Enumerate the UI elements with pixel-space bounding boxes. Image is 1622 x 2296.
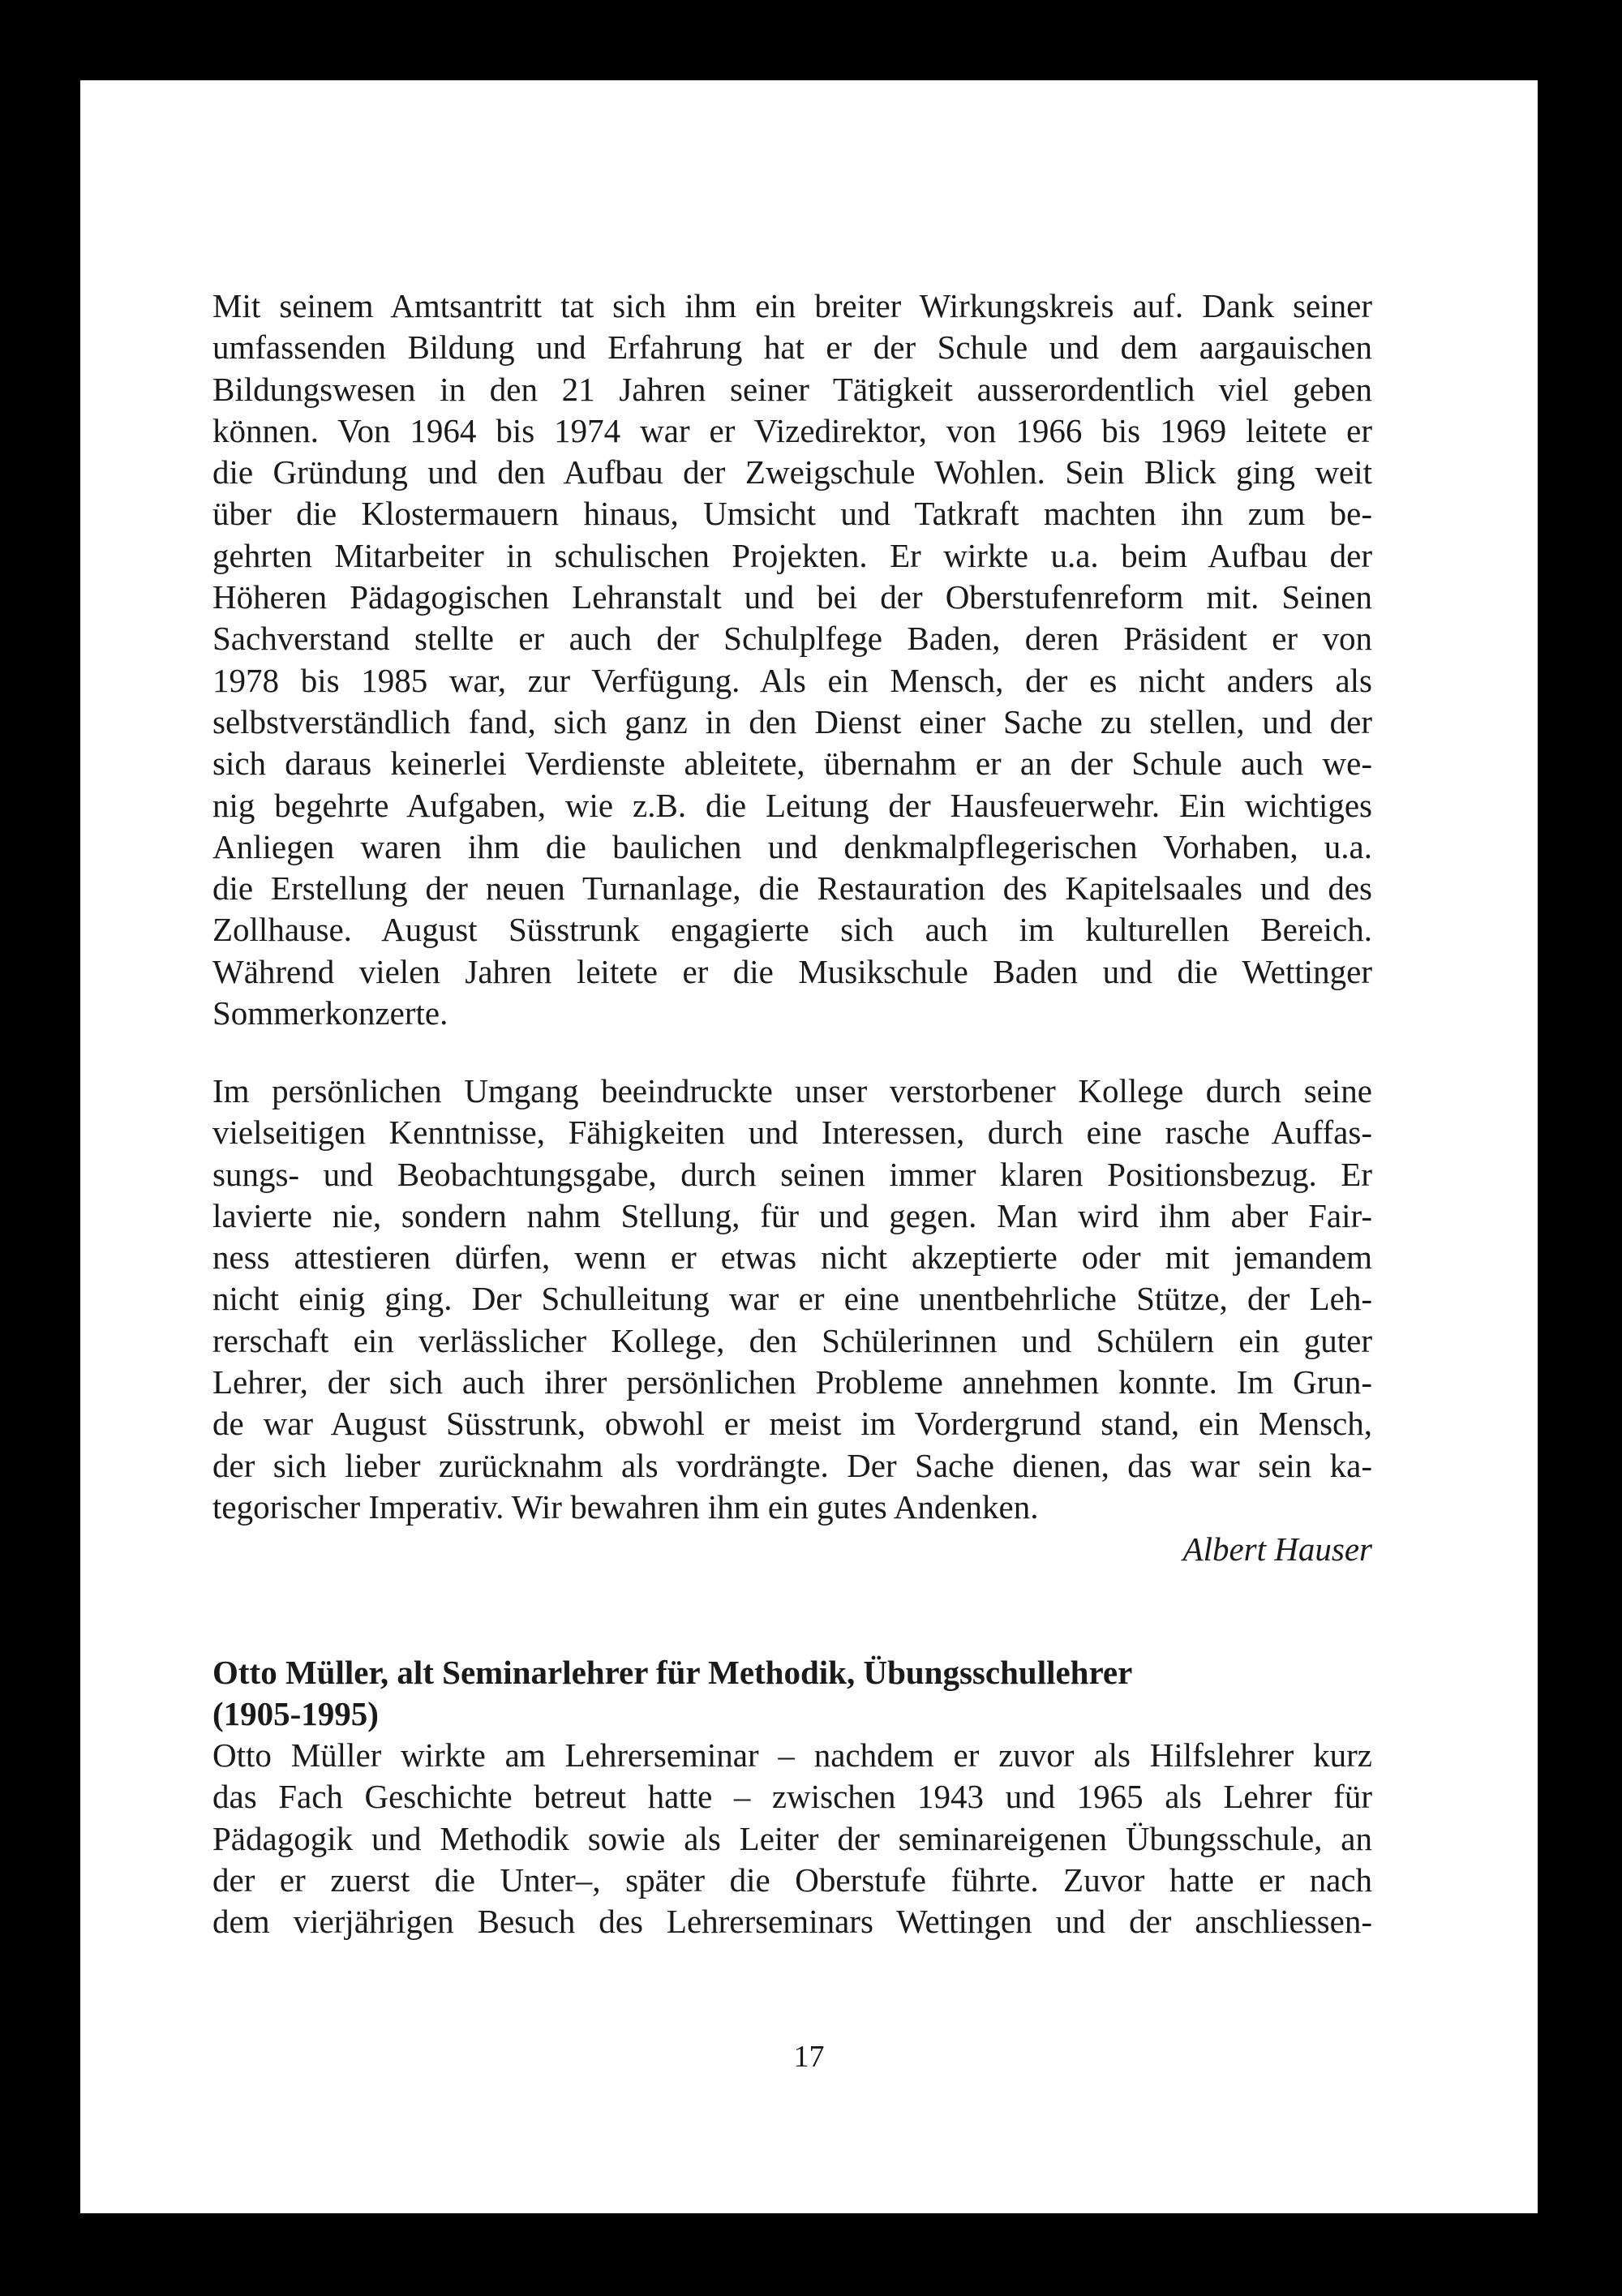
- text-line: rerschaft ein verlässlicher Kollege, den Schülerinnen und Schülern ein guter: [212, 1321, 1372, 1359]
- text-line: Im persönlichen Umgang beeindruckte unser verstorbener Kollege durch seine: [212, 1072, 1372, 1109]
- text-line: können. Von 1964 bis 1974 war er Vizedirektor, von 1966 bis 1969 leitete er: [212, 411, 1372, 449]
- text-line: lavierte nie, sondern nahm Stellung, für und gegen. Man wird ihm aber Fair-: [212, 1196, 1372, 1234]
- text-line: die Gründung und den Aufbau der Zweigschule Wohlen. Sein Blick ging weit: [212, 453, 1372, 491]
- text-line: sungs- und Beobachtungsgabe, durch seinen immer klaren Positionsbezug. Er: [212, 1155, 1372, 1193]
- text-line: Während vielen Jahren leitete er die Musikschule Baden und die Wettinger: [212, 952, 1372, 990]
- text-line: Anliegen waren ihm die baulichen und denkmalpflegerischen Vorhaben, u.a.: [212, 827, 1372, 865]
- text-line: nicht einig ging. Der Schulleitung war er eine unentbehrliche Stütze, der Leh-: [212, 1280, 1372, 1318]
- heading-line: Otto Müller, alt Seminarlehrer für Methodik, Übungsschullehrer: [212, 1654, 1133, 1691]
- text-line: Sachverstand stellte er auch der Schulplfege Baden, deren Präsident er von: [212, 620, 1372, 658]
- text-line: 1978 bis 1985 war, zur Verfügung. Als ein Mensch, der es nicht anders als: [212, 661, 1372, 699]
- paragraph-3: [212, 1735, 1372, 1942]
- section-heading: [212, 1652, 1372, 1736]
- text-line: Zollhause. August Süsstrunk engagierte sich auch im kulturellen Bereich.: [212, 911, 1372, 949]
- text-line: umfassenden Bildung und Erfahrung hat er der Schule und dem aargauischen: [212, 328, 1372, 367]
- paragraph-1: [212, 285, 1372, 1034]
- text-line: Höheren Pädagogischen Lehranstalt und bei der Oberstufenreform mit. Seinen: [212, 578, 1372, 616]
- text-line: das Fach Geschichte betreut hatte – zwischen 1943 und 1965 als Lehrer für: [212, 1778, 1372, 1816]
- text-line: sich daraus keinerlei Verdienste ableitete, übernahm er an der Schule auch we-: [212, 745, 1372, 783]
- signature: Albert Hauser: [1182, 1530, 1372, 1568]
- text-line: über die Klostermauern hinaus, Umsicht und Tatkraft machten ihn zum be-: [212, 495, 1372, 533]
- text-line: Pädagogik und Methodik sowie als Leiter der seminareigenen Übungsschule, an: [212, 1819, 1372, 1857]
- text-line: Mit seinem Amtsantritt tat sich ihm ein breiter Wirkungskreis auf. Dank seiner: [212, 287, 1372, 324]
- document-page: [80, 80, 1538, 2213]
- text-line: ness attestieren dürfen, wenn er etwas nicht akzeptierte oder mit jemandem: [212, 1238, 1372, 1277]
- text-line: der sich lieber zurücknahm als vordrängte. Der Sache dienen, das war sein ka-: [212, 1446, 1372, 1484]
- paragraph-2: [212, 1071, 1372, 1528]
- text-line: der er zuerst die Unter–, später die Oberstufe führte. Zuvor hatte er nach: [212, 1860, 1372, 1899]
- text-line: tegorischer Imperativ. Wir bewahren ihm ein gutes Andenken.: [212, 1487, 1039, 1526]
- text-line: Otto Müller wirkte am Lehrerseminar – nachdem er zuvor als Hilfslehrer kurz: [212, 1736, 1372, 1774]
- page-number: 17: [793, 2040, 825, 2074]
- text-line: dem vierjährigen Besuch des Lehrerseminars Wettingen und der anschliessen-: [212, 1903, 1372, 1941]
- text-line: die Erstellung der neuen Turnanlage, die Restauration des Kapitelsaales und des: [212, 869, 1372, 908]
- text-line: de war August Süsstrunk, obwohl er meist im Vordergrund stand, ein Mensch,: [212, 1405, 1372, 1443]
- heading-line: (1905-1995): [212, 1695, 379, 1733]
- text-line: gehrten Mitarbeiter in schulischen Projekten. Er wirkte u.a. beim Aufbau der: [212, 536, 1372, 574]
- text-line: Sommerkonzerte.: [212, 994, 448, 1032]
- text-line: selbstverständlich fand, sich ganz in den Dienst einer Sache zu stellen, und der: [212, 702, 1372, 740]
- text-line: Lehrer, der sich auch ihrer persönlichen Probleme annehmen konnte. Im Grun-: [212, 1363, 1372, 1401]
- text-line: vielseitigen Kenntnisse, Fähigkeiten und Interessen, durch eine rasche Auffas-: [212, 1114, 1372, 1152]
- text-line: nig begehrte Aufgaben, wie z.B. die Leitung der Hausfeuerwehr. Ein wichtiges: [212, 786, 1372, 824]
- text-line: Bildungswesen in den 21 Jahren seiner Tätigkeit ausserordentlich viel geben: [212, 370, 1372, 408]
